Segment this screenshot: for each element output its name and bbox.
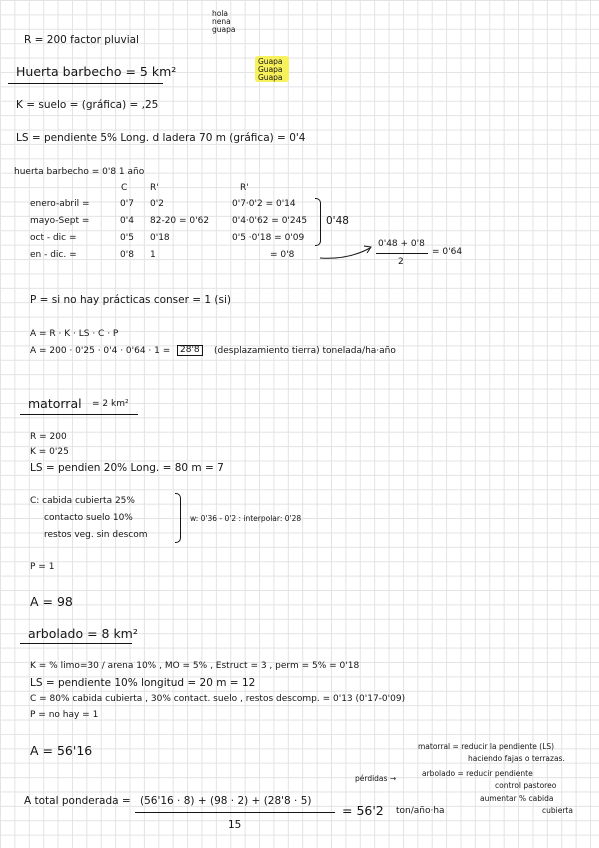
total-denominator: 15 [228,819,242,831]
huerta-result: 28'8 [177,345,203,356]
note-arbolado: cubierta [542,806,573,815]
arbolado-result: A = 56'16 [30,743,93,758]
margin-doodle-note: hola nena guapa [212,9,236,34]
highlighted-note: Guapa Guapa Guapa [258,57,283,82]
fraction-bar [376,253,428,254]
matorral-result: A = 98 [30,594,73,609]
average-numerator: 0'48 + 0'8 [378,239,425,249]
matorral-p: P = 1 [30,562,55,572]
row-label: en - dic. = [30,250,77,260]
note-arbolado: control pastoreo [495,781,557,790]
column-header-r: R' [150,183,159,193]
arrow-icon [318,234,376,262]
total-label: A total ponderada = [24,795,131,807]
row-c: 0'8 [120,250,134,260]
p-factor-line: P = si no hay prácticas conser = 1 (si) [30,294,231,306]
row-label: oct - dic = [30,233,77,243]
title-underline [8,83,163,84]
row-c: 0'7 [120,199,134,209]
matorral-ls: LS = pendien 20% Long. = 80 m = 7 [30,462,224,474]
ls-factor-line: LS = pendiente 5% Long. d ladera 70 m (gráfica) = 0'4 [16,132,306,144]
arbolado-k: K = % limo=30 / arena 10% , MO = 5% , Estruct = 3 , perm = 5% = 0'18 [30,661,360,671]
matorral-area: = 2 km² [92,399,129,409]
arbolado-p: P = no hay = 1 [30,710,99,720]
total-numerator: (56'16 · 8) + (98 · 2) + (28'8 · 5) [140,795,312,807]
matorral-r: R = 200 [30,432,67,442]
rainfall-factor-line: R = 200 factor pluvial [24,34,139,46]
arbolado-c: C = 80% cabida cubierta , 30% contact. suelo , restos descomp. = 0'13 (0'17-0'09) [30,694,406,704]
note-matorral: matorral = reducir la pendiente (LS) [418,742,555,751]
note-arbolado: aumentar % cabida [480,794,554,803]
total-unit: ton/año·ha [396,806,445,816]
interpolation-note: w: 0'36 - 0'2 : interpolar: 0'28 [190,514,302,523]
note-perdidas: pérdidas → [355,774,397,783]
note-arbolado: arbolado = reducir pendiente [422,769,533,778]
row-calc: 0'5 ·0'18 = 0'09 [232,233,305,243]
average-result: = 0'64 [432,247,463,257]
sum-label: 0'48 [326,215,349,227]
usle-calculation: A = 200 · 0'25 · 0'4 · 0'64 · 1 = [30,346,171,356]
matorral-c-row: contacto suelo 10% [44,513,133,523]
row-calc: = 0'8 [270,250,295,260]
column-header-r2: R' [240,183,249,193]
row-label: enero-abril = [30,199,90,209]
result-note: (desplazamiento tierra) tonelada/ha·año [214,346,396,356]
huerta-subtitle: huerta barbecho = 0'8 1 año [14,167,145,177]
row-r: 0'18 [150,233,170,243]
section-title-arbolado: arbolado = 8 km² [28,626,138,641]
usle-formula: A = R · K · LS · C · P [30,329,119,339]
average-denominator: 2 [398,257,404,267]
row-r: 0'2 [150,199,164,209]
note-matorral: haciendo fajas o terrazas. [468,754,565,763]
matorral-c-row: C: cabida cubierta 25% [30,496,135,506]
matorral-k: K = 0'25 [30,447,69,457]
row-r: 1 [150,250,156,260]
fraction-bar [135,812,335,813]
c-brace [175,493,181,543]
section-title-huerta: Huerta barbecho = 5 km² [16,64,177,79]
title-underline [20,414,138,415]
title-underline [20,643,132,644]
row-r: 82-20 = 0'62 [150,216,210,226]
section-title-matorral: matorral [28,396,82,411]
arbolado-ls: LS = pendiente 10% longitud = 20 m = 12 [30,677,256,689]
column-header-c: C [121,183,128,193]
row-c: 0'5 [120,233,134,243]
row-c: 0'4 [120,216,134,226]
row-calc: 0'4·0'62 = 0'245 [232,216,308,226]
matorral-c-row: restos veg. sin descom [44,530,148,540]
total-result: = 56'2 [342,803,384,818]
row-calc: 0'7·0'2 = 0'14 [232,199,296,209]
row-label: mayo-Sept = [30,216,90,226]
k-factor-line: K = suelo = (gráfica) = ,25 [16,99,159,111]
